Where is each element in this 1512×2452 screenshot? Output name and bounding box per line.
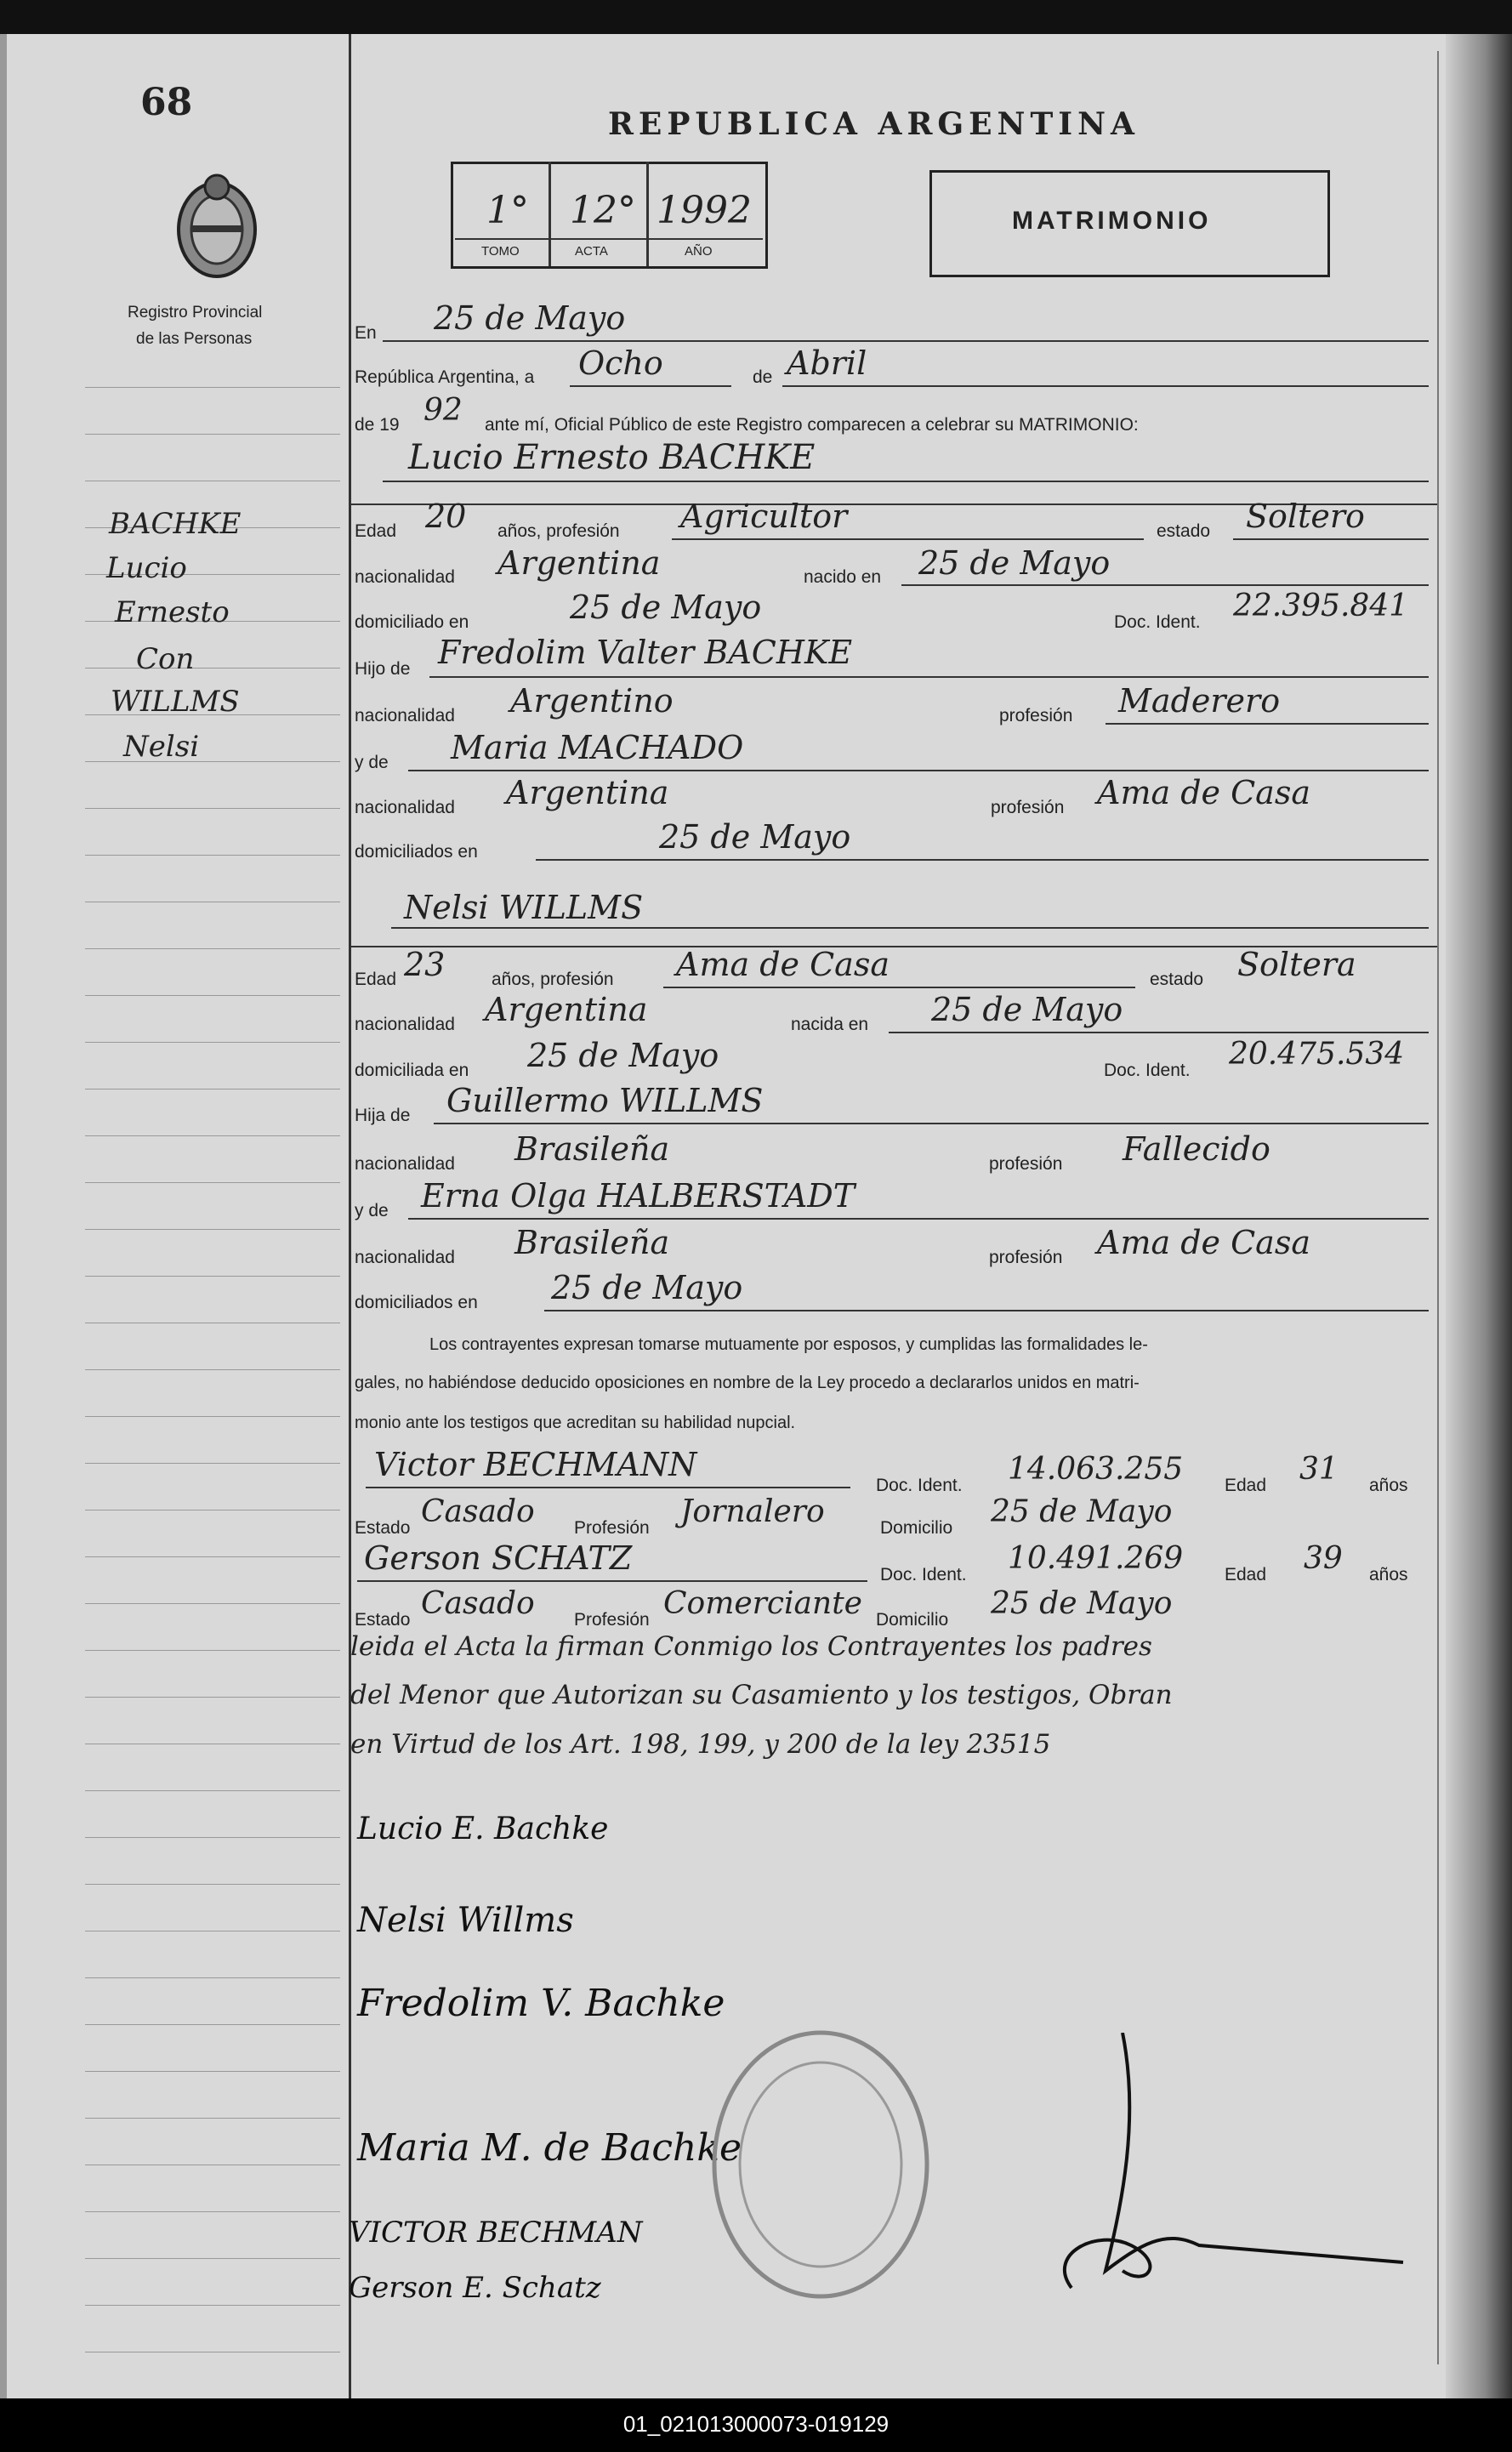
country-title: REPUBLICA ARGENTINA xyxy=(608,106,1140,142)
page-edge xyxy=(1446,34,1512,2398)
groom-name: Lucio Ernesto BACHKE xyxy=(408,438,816,477)
witness-2-estado: Casado xyxy=(421,1586,535,1621)
witness-1-dom-label: Domicilio xyxy=(880,1518,953,1538)
witness-1-anos-label: años xyxy=(1369,1476,1408,1495)
bride-padre-nac-label: nacionalidad xyxy=(355,1154,455,1174)
signature-mother: Maria M. de Bachke xyxy=(357,2126,742,2170)
bride-madre-nac: Brasileña xyxy=(514,1224,670,1261)
groom-estado: Soltero xyxy=(1246,498,1365,535)
bride-padre: Guillermo WILLMS xyxy=(446,1082,764,1119)
registry-line-1: Registro Provincial xyxy=(128,304,263,321)
witness-2-estado-label: Estado xyxy=(355,1610,411,1630)
witness-2-dom-label: Domicilio xyxy=(876,1610,949,1630)
groom-hijo-label: Hijo de xyxy=(355,659,411,679)
bride-profesion-label: años, profesión xyxy=(492,970,614,989)
en-value: 25 de Mayo xyxy=(434,299,626,337)
witness-2-edad-label: Edad xyxy=(1225,1565,1267,1584)
bride-madre-prof: Ama de Casa xyxy=(1097,1224,1310,1261)
year-prefix: de 19 xyxy=(355,415,400,435)
groom-padres-dom-label: domiciliados en xyxy=(355,842,478,862)
witness-2-prof-label: Profesión xyxy=(574,1610,650,1630)
groom-madre: Maria MACHADO xyxy=(451,729,744,766)
bride-padre-prof: Fallecido xyxy=(1123,1130,1270,1168)
groom-estado-label: estado xyxy=(1157,521,1211,541)
margin-note-6: Nelsi xyxy=(123,730,200,764)
witness-2-prof: Comerciante xyxy=(663,1586,862,1621)
bride-padres-dom: 25 de Mayo xyxy=(551,1269,743,1306)
margin-divider xyxy=(349,34,351,2398)
bride-madre-prof-label: profesión xyxy=(989,1248,1063,1267)
ano-label: AÑO xyxy=(685,244,713,259)
declaration-line-3: monio ante los testigos que acreditan su habilidad nupcial. xyxy=(355,1414,796,1432)
bride-hija-label: Hija de xyxy=(355,1106,411,1125)
ano-value: 1992 xyxy=(657,189,752,232)
groom-edad: 20 xyxy=(425,498,467,535)
witness-1-doc-label: Doc. Ident. xyxy=(876,1476,963,1495)
bride-nacida: 25 de Mayo xyxy=(931,991,1123,1028)
bride-padre-prof-label: profesión xyxy=(989,1154,1063,1174)
groom-domicilio-label: domiciliado en xyxy=(355,612,469,632)
closing-note-line-2: del Menor que Autorizan su Casamiento y los testigos, Obran xyxy=(350,1680,1173,1710)
tomo-label: TOMO xyxy=(481,244,520,259)
margin-note-2: Lucio xyxy=(106,551,187,585)
en-label: En xyxy=(355,323,377,343)
witness-1-estado-label: Estado xyxy=(355,1518,411,1538)
page-number: 68 xyxy=(140,81,193,124)
groom-profesion: Agricultor xyxy=(680,498,848,535)
signature-father: Fredolim V. Bachke xyxy=(357,1982,725,2025)
bride-yde-label: y de xyxy=(355,1201,389,1220)
witness-1-prof-label: Profesión xyxy=(574,1518,650,1538)
bride-padre-nac: Brasileña xyxy=(514,1130,670,1168)
bride-padres-dom-label: domiciliados en xyxy=(355,1293,478,1312)
signature-groom: Lucio E. Bachke xyxy=(357,1812,609,1846)
month-value: Abril xyxy=(787,344,867,382)
groom-padre: Fredolim Valter BACHKE xyxy=(438,634,853,671)
bride-madre-nac-label: nacionalidad xyxy=(355,1248,455,1267)
groom-madre-nac: Argentina xyxy=(506,774,669,811)
witness-1-prof: Jornalero xyxy=(680,1494,825,1529)
margin-note-1: BACHKE xyxy=(109,507,242,541)
groom-madre-prof-label: profesión xyxy=(991,798,1065,817)
de-label: de xyxy=(753,367,773,387)
witness-2-doc: 10.491.269 xyxy=(1008,1541,1184,1576)
bride-estado: Soltera xyxy=(1237,946,1356,983)
registry-line-2: de las Personas xyxy=(136,330,253,348)
coat-of-arms-icon xyxy=(170,166,264,285)
witness-1-doc: 14.063.255 xyxy=(1008,1452,1184,1487)
witness-2-name: Gerson SCHATZ xyxy=(364,1539,633,1577)
groom-doc: 22.395.841 xyxy=(1233,589,1409,623)
bride-profesion: Ama de Casa xyxy=(676,946,890,983)
year-value: 92 xyxy=(423,393,463,428)
signature-witness-1: VICTOR BECHMAN xyxy=(349,2216,643,2250)
image-id: 01_021013000073-019129 xyxy=(622,2411,890,2437)
acta-value: 12° xyxy=(570,189,636,232)
bride-edad-label: Edad xyxy=(355,970,397,989)
groom-padre-nac: Argentino xyxy=(510,682,674,720)
margin-note-5: WILLMS xyxy=(111,685,240,719)
groom-nacionalidad: Argentina xyxy=(497,544,661,582)
groom-yde-label: y de xyxy=(355,753,389,772)
record-type: MATRIMONIO xyxy=(1012,207,1212,235)
bride-estado-label: estado xyxy=(1150,970,1204,989)
bride-edad: 23 xyxy=(404,946,446,983)
bride-name: Nelsi WILLMS xyxy=(404,889,644,926)
groom-profesion-label: años, profesión xyxy=(497,521,620,541)
groom-nacido: 25 de Mayo xyxy=(918,544,1111,582)
signature-witness-2: Gerson E. Schatz xyxy=(349,2271,601,2305)
bride-nacida-label: nacida en xyxy=(791,1015,869,1034)
closing-note-line-1: leida el Acta la firman Conmigo los Contrayentes los padres xyxy=(350,1631,1152,1662)
republica-label: República Argentina, a xyxy=(355,367,535,387)
right-border xyxy=(1437,51,1439,2364)
witness-1-edad: 31 xyxy=(1299,1452,1339,1487)
closing-note-line-3: en Virtud de los Art. 198, 199, y 200 de la ley 23515 xyxy=(350,1729,1051,1760)
groom-nacido-label: nacido en xyxy=(804,567,882,587)
bride-madre: Erna Olga HALBERSTADT xyxy=(421,1177,855,1215)
witness-1-name: Victor BECHMANN xyxy=(374,1446,697,1483)
bride-doc: 20.475.534 xyxy=(1229,1037,1405,1072)
witness-1-dom: 25 de Mayo xyxy=(991,1494,1173,1529)
groom-madre-prof: Ama de Casa xyxy=(1097,774,1310,811)
groom-doc-label: Doc. Ident. xyxy=(1114,612,1201,632)
witness-1-estado: Casado xyxy=(421,1494,535,1529)
tomo-value: 1° xyxy=(486,189,529,232)
bride-doc-label: Doc. Ident. xyxy=(1104,1061,1191,1080)
groom-padre-nac-label: nacionalidad xyxy=(355,706,455,725)
groom-padre-prof-label: profesión xyxy=(999,706,1073,725)
bride-domicilio-label: domiciliada en xyxy=(355,1061,469,1080)
bride-nacionalidad: Argentina xyxy=(485,991,648,1028)
acta-label: ACTA xyxy=(575,244,608,259)
bride-domicilio: 25 de Mayo xyxy=(527,1037,719,1074)
signature-bride: Nelsi Willms xyxy=(357,1901,574,1940)
groom-madre-nac-label: nacionalidad xyxy=(355,798,455,817)
margin-note-4: Con xyxy=(136,642,195,676)
witness-2-anos-label: años xyxy=(1369,1565,1408,1584)
intro-statement: ante mí, Oficial Público de este Registro comparecen a celebrar su MATRIMONIO: xyxy=(485,415,1139,435)
declaration-line-2: gales, no habiéndose deducido oposiciones en nombre de la Ley procedo a declararlos unidos en matri- xyxy=(355,1374,1140,1392)
groom-padre-prof: Maderero xyxy=(1118,682,1281,720)
witness-2-doc-label: Doc. Ident. xyxy=(880,1565,967,1584)
official-stamp xyxy=(706,2024,935,2305)
official-signature xyxy=(995,2033,1420,2305)
bride-nacionalidad-label: nacionalidad xyxy=(355,1015,455,1034)
groom-nacionalidad-label: nacionalidad xyxy=(355,567,455,587)
margin-note-3: Ernesto xyxy=(115,595,230,629)
declaration-line-1: Los contrayentes expresan tomarse mutuamente por esposos, y cumplidas las formalidades le- xyxy=(429,1335,1148,1354)
witness-2-dom: 25 de Mayo xyxy=(991,1586,1173,1621)
witness-2-edad: 39 xyxy=(1304,1541,1343,1576)
groom-edad-label: Edad xyxy=(355,521,397,541)
groom-padres-dom: 25 de Mayo xyxy=(659,818,851,856)
witness-1-edad-label: Edad xyxy=(1225,1476,1267,1495)
groom-domicilio: 25 de Mayo xyxy=(570,589,762,626)
day-value: Ocho xyxy=(578,344,663,382)
